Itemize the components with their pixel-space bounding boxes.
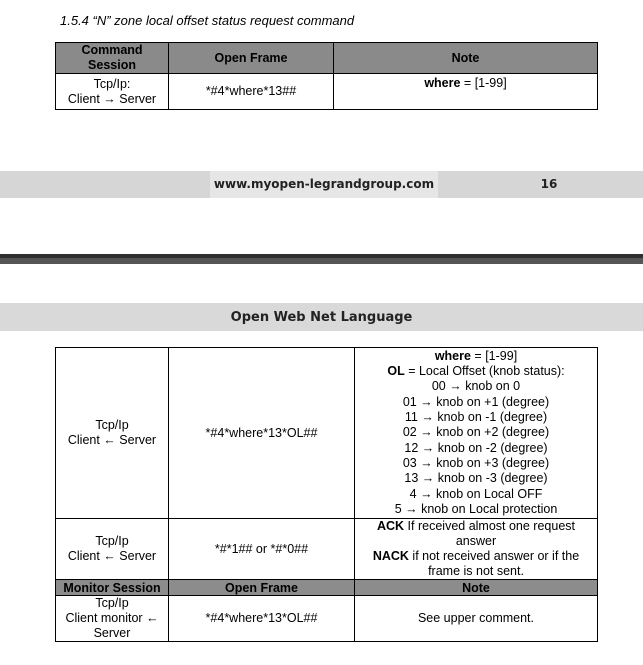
page-footer bbox=[0, 171, 643, 198]
note-value: = [1-99] bbox=[460, 76, 507, 90]
session-cell bbox=[56, 348, 169, 519]
ack-key: ACK bbox=[376, 519, 405, 533]
page-header: Open Web Net Language bbox=[0, 303, 643, 331]
session-protocol: Tcp/Ip bbox=[95, 418, 129, 432]
header-note: Note bbox=[355, 580, 598, 596]
list-item: 01 → knob on +1 (degree) bbox=[402, 394, 550, 409]
header-note: Note bbox=[334, 43, 598, 74]
footer-url: www.myopen-legrandgroup.com bbox=[210, 171, 438, 198]
where-value: = [1-99] bbox=[470, 348, 518, 363]
ack-value: If received almost one request answer bbox=[404, 519, 576, 548]
frame-cell: *#4*where*13## bbox=[169, 74, 334, 110]
session-direction: Client ← Server bbox=[67, 433, 157, 447]
nack-key: NACK bbox=[372, 549, 409, 563]
page-separator-gray bbox=[0, 258, 643, 264]
section-title: 1.5.4 “N” zone local offset status request command bbox=[60, 13, 355, 28]
session-cell bbox=[56, 596, 169, 642]
session-protocol: Tcp/Ip: bbox=[93, 76, 131, 91]
command-table bbox=[55, 42, 598, 110]
where-key: where bbox=[434, 348, 471, 363]
session-cell bbox=[56, 519, 169, 580]
nack-value: if not received answer or if the frame is not sent. bbox=[408, 549, 580, 578]
list-item: 4 → knob on Local OFF bbox=[409, 486, 543, 501]
note-cell bbox=[355, 519, 598, 580]
frame-cell: *#4*where*13*OL## bbox=[169, 348, 355, 519]
header-open-frame: Open Frame bbox=[169, 43, 334, 74]
session-direction: Client → Server bbox=[67, 91, 157, 106]
note-cell: See upper comment. bbox=[355, 596, 598, 642]
note-cell bbox=[334, 74, 598, 110]
session-protocol: Tcp/Ip bbox=[95, 534, 129, 548]
session-direction: Client ← Server bbox=[67, 549, 157, 563]
header-open-frame: Open Frame bbox=[169, 580, 355, 596]
table-row bbox=[56, 348, 598, 519]
list-item: 13 → knob on -3 (degree) bbox=[404, 471, 548, 486]
list-item: 5 → knob on Local protection bbox=[394, 501, 558, 516]
session-cell bbox=[56, 74, 169, 110]
session-direction: Client monitor ← Server bbox=[65, 611, 159, 640]
ol-key: OL bbox=[387, 364, 405, 379]
footer-page-number: 16 bbox=[540, 177, 558, 191]
response-table bbox=[55, 347, 598, 642]
session-protocol: Tcp/Ip bbox=[95, 596, 129, 610]
frame-cell: *#4*where*13*OL## bbox=[169, 596, 355, 642]
list-item: 00 → knob on 0 bbox=[431, 379, 521, 394]
note-cell bbox=[355, 348, 598, 519]
ol-value: = Local Offset (knob status): bbox=[404, 364, 565, 379]
header-command-session: Command Session bbox=[56, 43, 169, 74]
list-item: 12 → knob on -2 (degree) bbox=[404, 440, 548, 455]
header-monitor-session: Monitor Session bbox=[56, 580, 169, 596]
table-row bbox=[56, 519, 598, 580]
list-item: 11 → knob on -1 (degree) bbox=[404, 410, 548, 425]
table-row bbox=[56, 596, 598, 642]
frame-cell: *#*1## or *#*0## bbox=[169, 519, 355, 580]
list-item: 02 → knob on +2 (degree) bbox=[402, 425, 550, 440]
note-key: where bbox=[424, 76, 461, 90]
list-item: 03 → knob on +3 (degree) bbox=[402, 455, 550, 470]
monitor-header-row bbox=[56, 580, 598, 596]
